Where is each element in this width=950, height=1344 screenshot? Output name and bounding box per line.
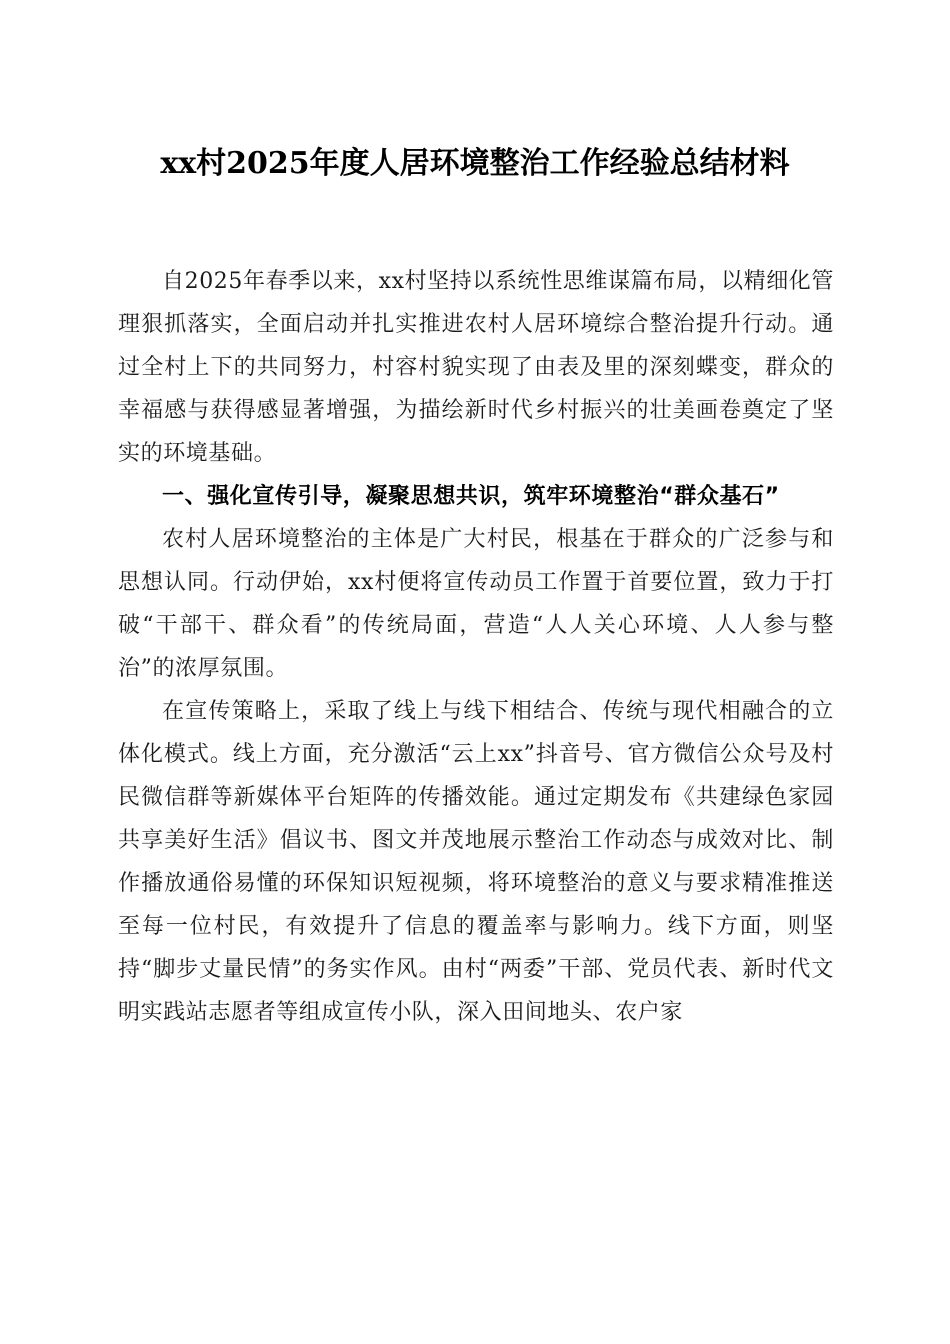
section-paragraph: 在宣传策略上，采取了线上与线下相结合、传统与现代相融合的立体化模式。线上方面，充分激活“云上xx”抖音号、官方微信公众号及村民微信群等新媒体平台矩阵的传播效能。通过定期发布《共建绿色家园共享美好生活》倡议书、图文并茂地展示整治工作动态与成效对比、制作播放通俗易懂的环保知识短视频，将环境整治的意义与要求精准推送至每一位村民，有效提升了信息的覆盖率与影响力。线下方面，则坚持“脚步丈量民情”的务实作风。由村“两委”干部、党员代表、新时代文明实践站志愿者等组成宣传小队，深入田间地头、农户家 — [118, 699, 834, 1025]
section-paragraph: 农村人居环境整治的主体是广大村民，根基在于群众的广泛参与和思想认同。行动伊始，xx村便将宣传动员工作置于首要位置，致力于打破“干部干、群众看”的传统局面，营造“人人关心环境、人人参与整治”的浓厚氛围。 — [118, 527, 834, 681]
intro-paragraph: 自2025年春季以来，xx村坚持以系统性思维谋篇布局，以精细化管理狠抓落实，全面启动并扎实推进农村人居环境综合整治提升行动。通过全村上下的共同努力，村容村貌实现了由表及里的深刻蝶变，群众的幸福感与获得感显著增强，为描绘新时代乡村振兴的壮美画卷奠定了坚实的环境基础。 — [118, 269, 835, 466]
document-body — [118, 260, 834, 1034]
section-heading: 一、强化宣传引导，凝聚思想共识，筑牢环境整治“群众基石” — [162, 484, 780, 509]
document-title: xx村2025年度人居环境整治工作经验总结材料 — [160, 146, 790, 181]
